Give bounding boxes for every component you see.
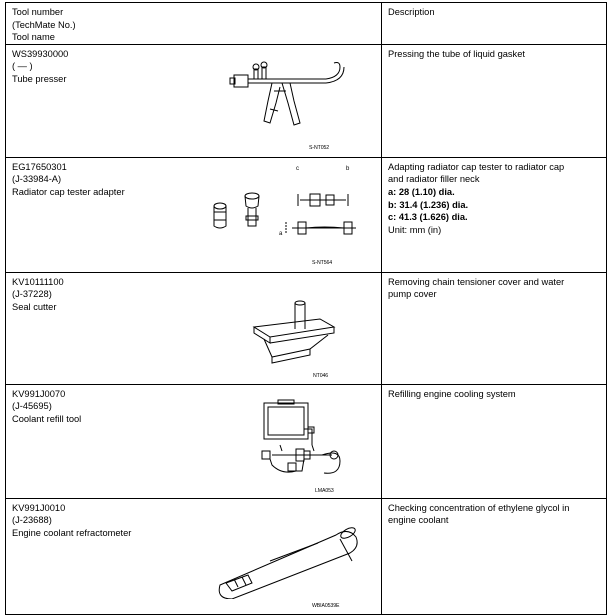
description-line: Pressing the tube of liquid gasket <box>388 48 525 59</box>
tool-name: Seal cutter <box>12 301 57 312</box>
description-line: Adapting radiator cap tester to radiator cap <box>388 161 565 172</box>
tool-cell <box>6 272 382 384</box>
radiator-cap-adapter-icon <box>206 186 366 248</box>
table-row <box>6 384 607 498</box>
tool-cell <box>6 498 382 614</box>
tool-cell <box>6 157 382 272</box>
unit-note: Unit: mm (in) <box>388 224 442 235</box>
header-tool-name: Tool name <box>12 32 55 43</box>
figure-label-a: a <box>279 230 283 237</box>
table-row <box>6 157 607 272</box>
header-tool-cell <box>6 3 382 45</box>
description-cell <box>382 498 607 614</box>
tool-cell <box>6 44 382 157</box>
tool-name: Coolant refill tool <box>12 413 82 424</box>
tool-name: Tube presser <box>12 73 67 84</box>
techmate-number: (J-23688) <box>12 515 52 526</box>
description-cell <box>382 44 607 157</box>
tube-presser-icon <box>228 61 358 141</box>
tool-name: Radiator cap tester adapter <box>12 186 125 197</box>
figure-code: WBIA0539E <box>312 602 340 609</box>
table-row <box>6 44 607 157</box>
refractometer-icon <box>210 513 370 599</box>
description-line: Refilling engine cooling system <box>388 388 516 399</box>
header-description: Description <box>388 7 435 17</box>
spec-a: a: 28 (1.10) dia. <box>388 186 455 197</box>
tool-cell <box>6 384 382 498</box>
tool-table <box>5 2 607 615</box>
header-tool-number: Tool number <box>12 7 64 17</box>
figure-label-c: c <box>296 165 299 172</box>
techmate-number: ( — ) <box>12 61 33 72</box>
description-line: Removing chain tensioner cover and water <box>388 276 565 287</box>
header-description-cell <box>382 3 607 45</box>
figure-code: NT046 <box>313 372 329 379</box>
tool-number: WS39930000 <box>12 48 69 59</box>
techmate-number: (J-37228) <box>12 289 52 300</box>
tool-number: KV991J0070 <box>12 388 66 399</box>
spec-b: b: 31.4 (1.236) dia. <box>388 199 469 210</box>
description-line: and radiator filler neck <box>388 174 480 185</box>
figure-code: S-NT052 <box>309 144 330 151</box>
tool-name: Engine coolant refractometer <box>12 527 132 538</box>
spec-c: c: 41.3 (1.626) dia. <box>388 212 468 223</box>
table-row <box>6 498 607 614</box>
seal-cutter-icon <box>250 297 340 371</box>
tool-number: EG17650301 <box>12 161 67 172</box>
description-cell <box>382 384 607 498</box>
tool-number: KV991J0010 <box>12 502 66 513</box>
description-line: pump cover <box>388 289 437 300</box>
table-header-row <box>6 3 607 45</box>
figure-label-b: b <box>346 165 350 172</box>
coolant-refill-tool-icon <box>252 399 352 487</box>
description-cell <box>382 157 607 272</box>
table-row <box>6 272 607 384</box>
tool-number: KV10111100 <box>12 276 64 287</box>
techmate-number: (J-33984-A) <box>12 174 62 185</box>
techmate-number: (J-45695) <box>12 401 52 412</box>
description-cell <box>382 272 607 384</box>
description-line: Checking concentration of ethylene glycol in <box>388 502 570 513</box>
figure-code: LMA053 <box>315 487 334 494</box>
header-techmate: (TechMate No.) <box>12 19 76 30</box>
figure-code: S-NT564 <box>312 259 333 266</box>
description-line: engine coolant <box>388 515 449 526</box>
